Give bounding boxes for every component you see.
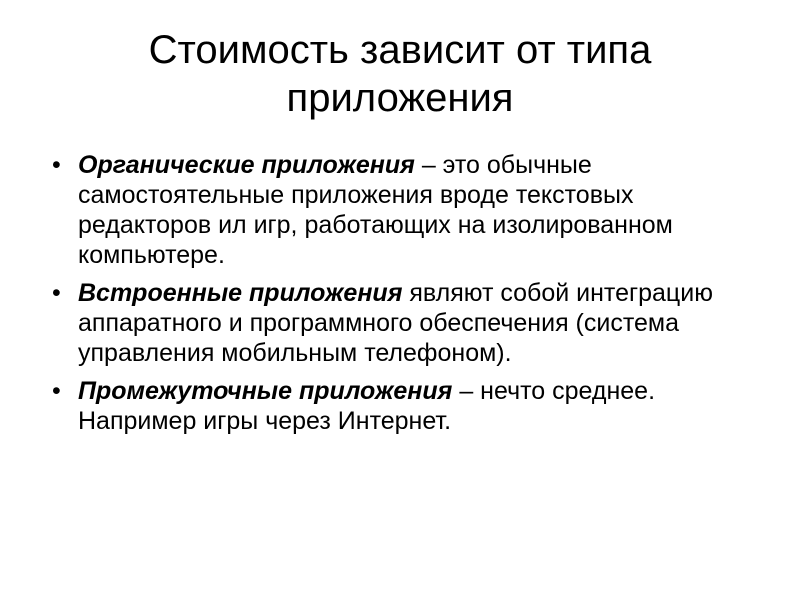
bullet-item-organic	[52, 150, 752, 270]
bullet-marker: •	[52, 279, 61, 307]
bullet-marker: •	[52, 377, 61, 405]
bullet-term: Промежуточные приложения	[78, 377, 453, 405]
bullet-text: – нечто среднее. Например игры через Интернет.	[78, 377, 656, 435]
bullet-item-embedded	[52, 278, 752, 368]
slide-title-line-1: Стоимость зависит от типа	[148, 28, 652, 72]
bullet-text: – это обычные самостоятельные приложения вроде текстовых редакторов ил игр, работающих на изолированном компьютере.	[78, 151, 673, 269]
bullet-item-intermediate	[52, 376, 752, 436]
slide-title-line-2: приложения	[286, 76, 514, 120]
slide-title	[40, 26, 760, 122]
bullet-text: являют собой интеграцию аппаратного и программного обеспечения (система управления мобильным телефоном).	[78, 279, 713, 367]
bullet-term: Органические приложения	[78, 151, 415, 179]
bullet-list	[52, 150, 752, 444]
bullet-term: Встроенные приложения	[78, 279, 403, 307]
bullet-marker: •	[52, 151, 61, 179]
